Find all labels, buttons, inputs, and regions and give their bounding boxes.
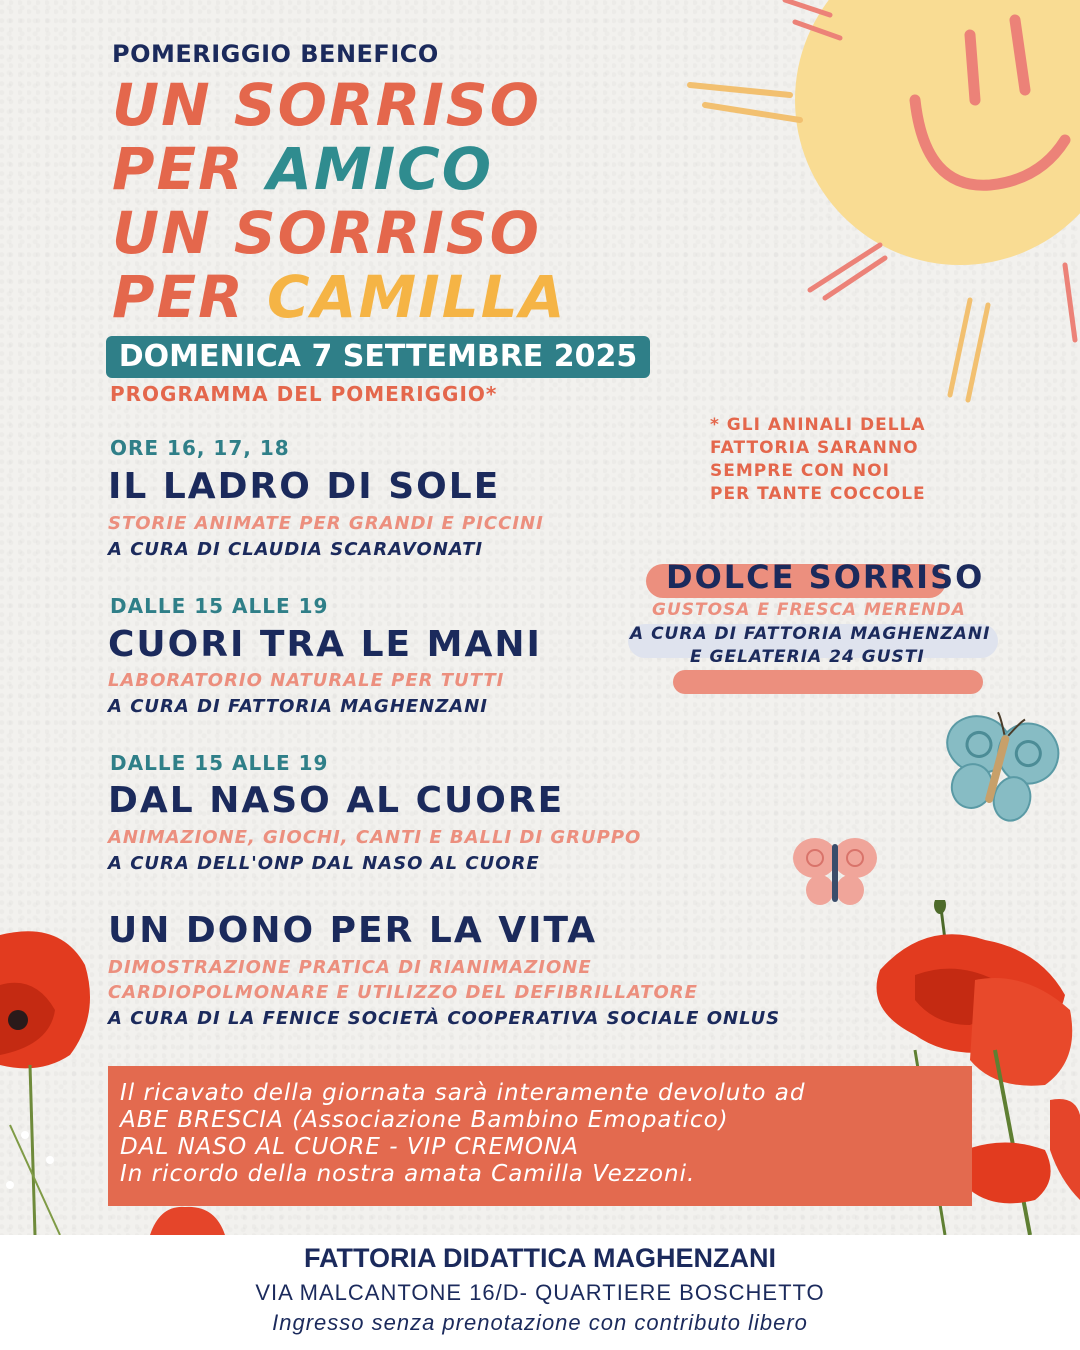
- title-word-camilla: CAMILLA: [266, 263, 567, 331]
- title-word-amico: AMICO: [266, 135, 494, 203]
- event-3-title: DAL NASO AL CUORE: [108, 780, 565, 821]
- poppy-flower-icon: [0, 925, 110, 1235]
- footer: [0, 1235, 1080, 1350]
- event-2-organizer: A CURA DI FATTORIA MAGHENZANI: [108, 696, 488, 717]
- event-kicker: POMERIGGIO BENEFICO: [112, 40, 439, 68]
- animals-note-line-4: PER TANTE COCCOLE: [710, 484, 926, 504]
- donation-line-1: Il ricavato della giornata sarà interamente devoluto ad: [120, 1080, 806, 1106]
- title-line-2-prefix: PER: [112, 135, 267, 203]
- donation-line-2: ABE BRESCIA (Associazione Bambino Emopatico): [120, 1107, 729, 1133]
- blue-butterfly-icon: [935, 710, 1060, 830]
- event-3-subtitle: ANIMAZIONE, GIOCHI, CANTI E BALLI DI GRUPPO: [108, 827, 642, 848]
- animals-note-line-2: FATTORIA SARANNO: [710, 438, 919, 458]
- brush-stroke: [673, 670, 983, 694]
- animals-note: [710, 414, 926, 506]
- dolce-organizer-line-1: A CURA DI FATTORIA MAGHENZANI: [630, 624, 991, 644]
- title-line-1: UN SORRISO: [112, 71, 541, 139]
- pink-butterfly-icon: [790, 830, 880, 910]
- dolce-title: DOLCE SORRISO: [666, 558, 985, 596]
- event-1-subtitle: STORIE ANIMATE PER GRANDI E PICCINI: [108, 513, 544, 534]
- donation-box: [108, 1066, 972, 1206]
- event-3-organizer: A CURA DELL'ONP DAL NASO AL CUORE: [108, 853, 540, 874]
- dolce-subtitle: GUSTOSA E FRESCA MERENDA: [652, 600, 966, 620]
- venue-name: FATTORIA DIDATTICA MAGHENZANI: [304, 1243, 776, 1273]
- date-badge: DOMENICA 7 SETTEMBRE 2025: [106, 336, 650, 378]
- event-2-time: DALLE 15 ALLE 19: [110, 594, 329, 618]
- venue-address: VIA MALCANTONE 16/D- QUARTIERE BOSCHETTO: [255, 1280, 825, 1305]
- event-4-title: UN DONO PER LA VITA: [108, 910, 598, 951]
- title-line-3: UN SORRISO: [112, 199, 541, 267]
- entry-info: Ingresso senza prenotazione con contributo libero: [272, 1310, 808, 1335]
- donation-line-3: DAL NASO AL CUORE - VIP CREMONA: [120, 1134, 579, 1160]
- event-3-time: DALLE 15 ALLE 19: [110, 751, 329, 775]
- animals-note-line-1: * GLI ANINALI DELLA: [710, 415, 926, 435]
- sun-smiley-icon: [680, 0, 1080, 420]
- event-4-organizer: A CURA DI LA FENICE SOCIETÀ COOPERATIVA SOCIALE ONLUS: [108, 1008, 781, 1029]
- event-2-title: CUORI TRA LE MANI: [108, 624, 542, 665]
- animals-note-line-3: SEMPRE CON NOI: [710, 461, 890, 481]
- donation-line-4: In ricordo della nostra amata Camilla Vezzoni.: [120, 1161, 696, 1187]
- program-heading: PROGRAMMA DEL POMERIGGIO*: [110, 382, 498, 406]
- title-line-2: [112, 135, 494, 203]
- event-4-subtitle-line-2: CARDIOPOLMONARE E UTILIZZO DEL DEFIBRILLATORE: [108, 982, 698, 1003]
- dolce-sorriso-box: [628, 554, 1000, 699]
- title-line-4: [112, 263, 567, 331]
- event-1-organizer: A CURA DI CLAUDIA SCARAVONATI: [108, 539, 484, 560]
- event-4-subtitle-line-1: DIMOSTRAZIONE PRATICA DI RIANIMAZIONE: [108, 957, 592, 978]
- event-1-title: IL LADRO DI SOLE: [108, 466, 501, 507]
- dolce-organizer-line-2: E GELATERIA 24 GUSTI: [690, 647, 925, 667]
- event-2-subtitle: LABORATORIO NATURALE PER TUTTI: [108, 670, 505, 691]
- event-1-time: ORE 16, 17, 18: [110, 436, 290, 460]
- title-line-4-prefix: PER: [112, 263, 267, 331]
